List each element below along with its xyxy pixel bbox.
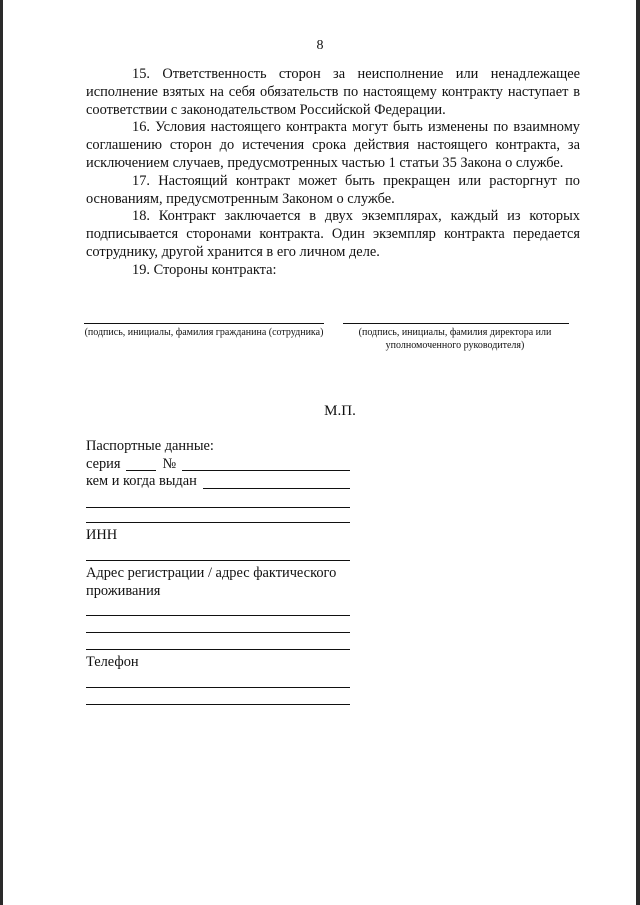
issued-by-field (203, 474, 350, 489)
director-signature-block (341, 323, 569, 352)
address-line-2 (86, 632, 350, 633)
address-line-1 (86, 615, 350, 616)
phone-label: Телефон (86, 653, 139, 670)
scan-edge-right (636, 0, 640, 905)
paragraph-16: 16. Условия настоящего контракта могут быть изменены по взаимному соглашению сторон до истечения срока действия настоящего контракта, за исключением случаев, предусмотренных частью 1 статьи 35 Закона о службе. (86, 119, 580, 171)
paragraph-17: 17. Настоящий контракт может быть прекращен или расторгнут по основаниям, предусмотренным Законом о службе. (86, 172, 580, 207)
issued-label: кем и когда выдан (86, 473, 197, 490)
scan-edge-left (0, 0, 3, 905)
contract-text (86, 66, 580, 280)
inn-label: ИНН (86, 526, 118, 543)
director-signature-caption: (подпись, инициалы, фамилия директора или уполномоченного руководителя) (358, 327, 552, 351)
address-label: Адрес регистрации / адрес фактического проживания (86, 565, 337, 599)
series-field (126, 456, 156, 471)
stamp-placeholder: М.П. (324, 403, 356, 419)
employee-signature-block (84, 323, 324, 339)
paragraph-15: 15. Ответственность сторон за неисполнение или ненадлежащее исполнение взятых на себя обязательств по настоящему контракту наступает в соответствии с законодательством Российской Федерации. (86, 66, 580, 118)
employee-signature-caption: (подпись, инициалы, фамилия гражданина (сотрудника) (84, 327, 324, 338)
employee-signature-line (84, 323, 324, 324)
passport-series-row (86, 456, 350, 474)
address-line-3 (86, 649, 350, 650)
phone-line-1 (86, 687, 350, 688)
issued-by-row (86, 473, 350, 491)
issued-by-line-3 (86, 522, 350, 523)
series-label: серия (86, 455, 121, 472)
number-sign: № (162, 455, 177, 472)
passport-label: Паспортные данные: (86, 438, 214, 454)
personal-data-form (86, 438, 350, 705)
director-signature-line (343, 323, 569, 324)
page-number: 8 (316, 38, 324, 53)
paragraph-18: 18. Контракт заключается в двух экземплярах, каждый из которых подписывается сторонами контракта. Один экземпляр контракта передается сотруднику, другой хранится в его личном деле. (86, 208, 580, 260)
paragraph-19: 19. Стороны контракта: (132, 261, 277, 278)
phone-line-2 (86, 704, 350, 705)
passport-number-field (182, 456, 350, 471)
inn-line (86, 560, 350, 561)
issued-by-line-2 (86, 507, 350, 508)
